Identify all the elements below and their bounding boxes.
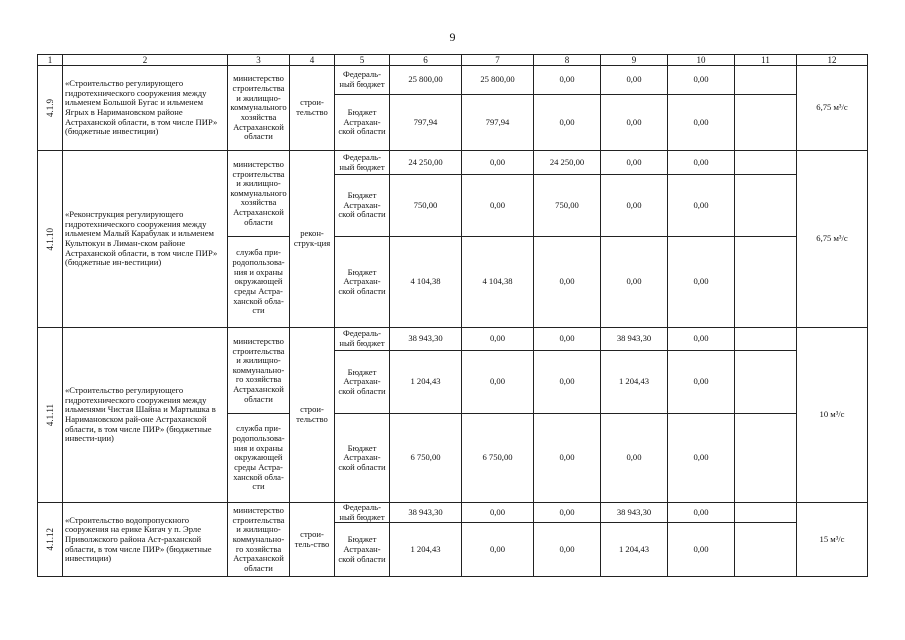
col-header: 12 bbox=[797, 55, 868, 66]
project-id bbox=[38, 151, 63, 328]
amount-year-1: 797,94 bbox=[462, 95, 534, 151]
header-row bbox=[38, 55, 868, 66]
amount-year-2: 0,00 bbox=[534, 414, 601, 503]
amount-year-5 bbox=[735, 95, 797, 151]
col-header: 9 bbox=[601, 55, 668, 66]
funding-source: Федераль-ный бюджет bbox=[335, 66, 390, 95]
amount-year-1: 0,00 bbox=[462, 351, 534, 414]
amount-year-4: 0,00 bbox=[668, 503, 735, 523]
col-header: 6 bbox=[390, 55, 462, 66]
col-header: 1 bbox=[38, 55, 63, 66]
project-id-text: 4.1.9 bbox=[44, 99, 55, 118]
amount-year-2: 0,00 bbox=[534, 523, 601, 577]
funding-source: Бюджет Астрахан-ской области bbox=[335, 175, 390, 237]
amount-year-1: 4 104,38 bbox=[462, 237, 534, 328]
capacity: 6,75 м³/с bbox=[797, 66, 868, 151]
project-id bbox=[38, 328, 63, 503]
amount-year-1: 25 800,00 bbox=[462, 66, 534, 95]
amount-year-3: 1 204,43 bbox=[601, 351, 668, 414]
project-id-text: 4.1.12 bbox=[44, 528, 55, 551]
amount-year-3: 38 943,30 bbox=[601, 328, 668, 351]
amount-year-2: 0,00 bbox=[534, 328, 601, 351]
amount-year-5 bbox=[735, 66, 797, 95]
funding-source: Бюджет Астрахан-ской области bbox=[335, 351, 390, 414]
amount-year-1: 0,00 bbox=[462, 503, 534, 523]
table-row bbox=[38, 503, 868, 523]
amount-year-4: 0,00 bbox=[668, 95, 735, 151]
amount-year-3: 1 204,43 bbox=[601, 523, 668, 577]
amount-year-2: 0,00 bbox=[534, 95, 601, 151]
amount-year-4: 0,00 bbox=[668, 328, 735, 351]
amount-year-4: 0,00 bbox=[668, 175, 735, 237]
amount-year-5 bbox=[735, 351, 797, 414]
col-header: 2 bbox=[63, 55, 228, 66]
amount-year-2: 0,00 bbox=[534, 351, 601, 414]
responsible-agency: министерство строительства и жилищно-коммунально-го хозяйства Астраханской области bbox=[228, 328, 290, 414]
amount-year-3: 0,00 bbox=[601, 95, 668, 151]
budget-table bbox=[37, 54, 868, 577]
amount-year-2: 0,00 bbox=[534, 66, 601, 95]
funding-source: Бюджет Астрахан-ской области bbox=[335, 414, 390, 503]
amount-year-3: 0,00 bbox=[601, 237, 668, 328]
work-type: строи-тельство bbox=[290, 66, 335, 151]
amount-year-1: 0,00 bbox=[462, 175, 534, 237]
responsible-agency: министерство строительства и жилищно-коммунального хозяйства Астраханской области bbox=[228, 151, 290, 237]
amount-year-3: 0,00 bbox=[601, 66, 668, 95]
amount-year-2: 750,00 bbox=[534, 175, 601, 237]
amount-total: 38 943,30 bbox=[390, 328, 462, 351]
funding-source: Бюджет Астрахан-ской области bbox=[335, 95, 390, 151]
amount-total: 4 104,38 bbox=[390, 237, 462, 328]
amount-year-2: 0,00 bbox=[534, 237, 601, 328]
amount-year-1: 0,00 bbox=[462, 523, 534, 577]
project-id bbox=[38, 503, 63, 577]
responsible-agency: служба при-родопользова-ния и охраны окружающей среды Астра-ханской обла-сти bbox=[228, 414, 290, 503]
amount-total: 38 943,30 bbox=[390, 503, 462, 523]
table-row bbox=[38, 151, 868, 175]
page-number: 9 bbox=[449, 30, 456, 44]
funding-source: Бюджет Астрахан-ской области bbox=[335, 523, 390, 577]
work-type: строи-тельство bbox=[290, 328, 335, 503]
project-id-text: 4.1.11 bbox=[44, 403, 55, 427]
capacity: 10 м³/с bbox=[797, 328, 868, 503]
amount-year-5 bbox=[735, 237, 797, 328]
table-row bbox=[38, 328, 868, 351]
responsible-agency: служба при-родопользова-ния и охраны окружающей среды Астра-ханской обла-сти bbox=[228, 237, 290, 328]
amount-year-1: 0,00 bbox=[462, 328, 534, 351]
project-id-text: 4.1.10 bbox=[44, 227, 55, 251]
col-header: 7 bbox=[462, 55, 534, 66]
project-name: «Строительство регулирующего гидротехнического сооружения между ильменем Большой Бугас и ильменем Ягрых в Наримановском районе Астраханской области, в том числе ПИР» (бюджетные инвестиции) bbox=[63, 66, 228, 151]
amount-year-3: 0,00 bbox=[601, 175, 668, 237]
col-header: 5 bbox=[335, 55, 390, 66]
amount-year-5 bbox=[735, 414, 797, 503]
col-header: 8 bbox=[534, 55, 601, 66]
amount-year-3: 38 943,30 bbox=[601, 503, 668, 523]
amount-year-4: 0,00 bbox=[668, 523, 735, 577]
project-id bbox=[38, 66, 63, 151]
amount-total: 1 204,43 bbox=[390, 523, 462, 577]
project-name: «Строительство регулирующего гидротехнического сооружения между ильменями Чистая Шайна и Мартышка в Наримановском рай-оне Астраханской области, в том числе ПИР» (бюджетные инвести-ции) bbox=[63, 328, 228, 503]
amount-year-4: 0,00 bbox=[668, 237, 735, 328]
col-header: 11 bbox=[735, 55, 797, 66]
amount-total: 6 750,00 bbox=[390, 414, 462, 503]
project-name: «Строительство водопропускного сооружения на ерике Кигач у п. Эрле Приволжского района Аст-раханской области, в том числе ПИР» (бюджетные инвестиции) bbox=[63, 503, 228, 577]
amount-year-2: 0,00 bbox=[534, 503, 601, 523]
amount-year-5 bbox=[735, 151, 797, 175]
amount-year-4: 0,00 bbox=[668, 151, 735, 175]
capacity: 6,75 м³/с bbox=[797, 151, 868, 328]
amount-total: 750,00 bbox=[390, 175, 462, 237]
amount-year-4: 0,00 bbox=[668, 66, 735, 95]
col-header: 3 bbox=[228, 55, 290, 66]
amount-total: 797,94 bbox=[390, 95, 462, 151]
amount-total: 24 250,00 bbox=[390, 151, 462, 175]
amount-year-3: 0,00 bbox=[601, 151, 668, 175]
amount-year-5 bbox=[735, 328, 797, 351]
amount-year-5 bbox=[735, 175, 797, 237]
col-header: 10 bbox=[668, 55, 735, 66]
funding-source: Федераль-ный бюджет bbox=[335, 503, 390, 523]
funding-source: Федераль-ный бюджет bbox=[335, 328, 390, 351]
amount-year-4: 0,00 bbox=[668, 351, 735, 414]
capacity: 15 м³/с bbox=[797, 503, 868, 577]
amount-year-3: 0,00 bbox=[601, 414, 668, 503]
col-header: 4 bbox=[290, 55, 335, 66]
amount-year-1: 0,00 bbox=[462, 151, 534, 175]
work-type: строи-тель-ство bbox=[290, 503, 335, 577]
work-type: рекон-струк-ция bbox=[290, 151, 335, 328]
amount-year-4: 0,00 bbox=[668, 414, 735, 503]
funding-source: Федераль-ный бюджет bbox=[335, 151, 390, 175]
amount-year-5 bbox=[735, 503, 797, 523]
table-row bbox=[38, 66, 868, 95]
project-name: «Реконструкция регулирующего гидротехнического сооружения между ильменем Малый Карабулак и ильменем Культюкун в Лиман-ском районе Астраханской области, в том числе ПИР» (бюджетные ин-вестиции) bbox=[63, 151, 228, 328]
funding-source: Бюджет Астрахан-ской области bbox=[335, 237, 390, 328]
amount-year-2: 24 250,00 bbox=[534, 151, 601, 175]
amount-year-1: 6 750,00 bbox=[462, 414, 534, 503]
amount-total: 25 800,00 bbox=[390, 66, 462, 95]
amount-year-5 bbox=[735, 523, 797, 577]
responsible-agency: министерство строительства и жилищно-коммунально-го хозяйства Астраханской области bbox=[228, 503, 290, 577]
responsible-agency: министерство строительства и жилищно-коммунального хозяйства Астраханской области bbox=[228, 66, 290, 151]
amount-total: 1 204,43 bbox=[390, 351, 462, 414]
